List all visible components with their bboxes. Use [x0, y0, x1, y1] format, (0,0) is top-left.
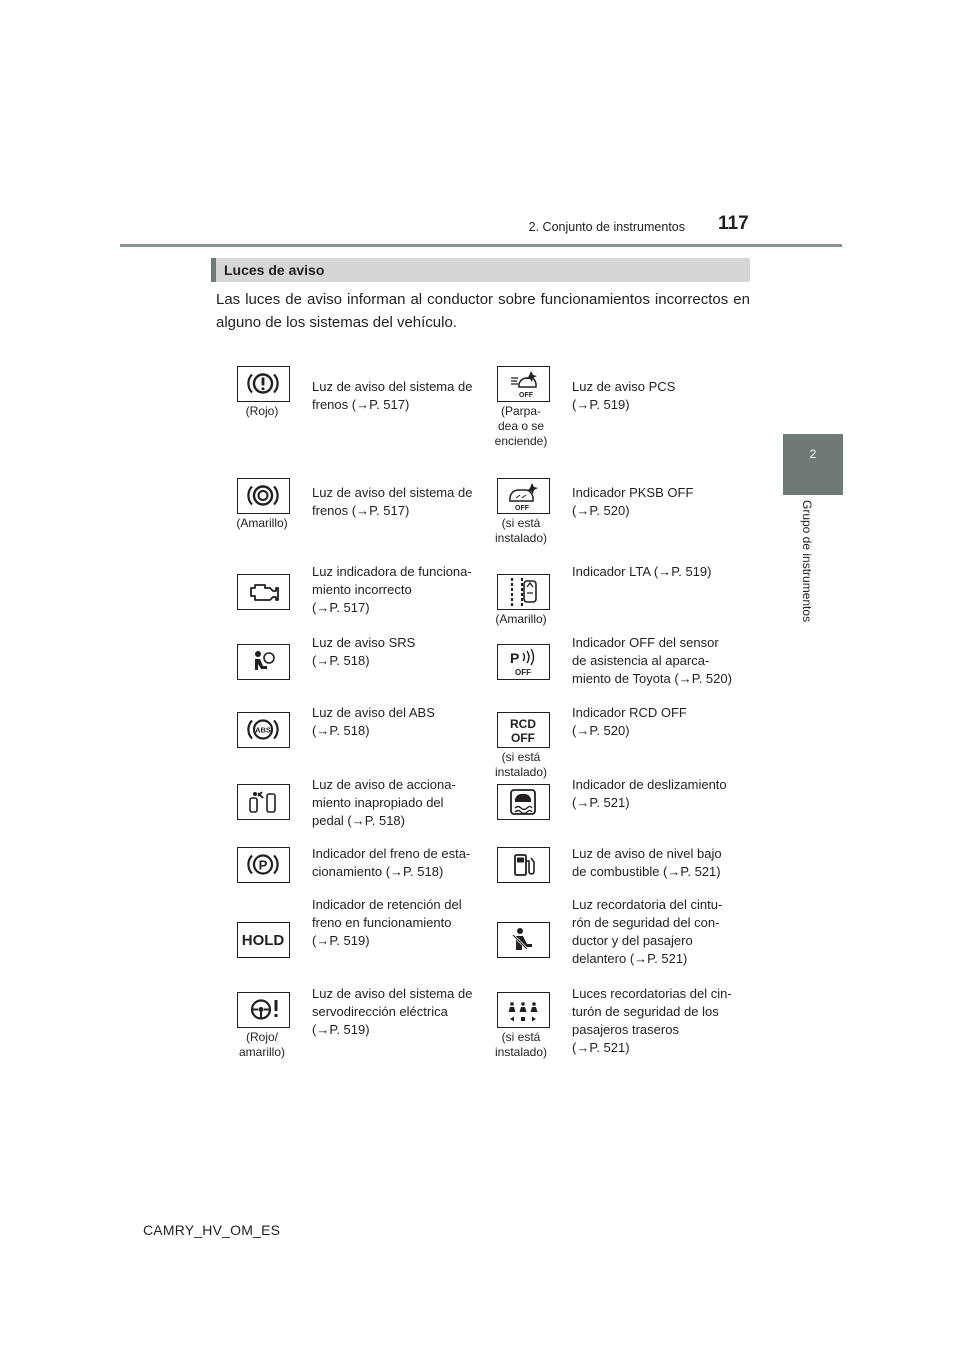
light-description [572, 896, 740, 968]
header-rule [120, 244, 842, 247]
description-line: Luz de aviso SRS [312, 635, 416, 650]
description-line: (→P. 518) [312, 653, 370, 668]
caption-line: (si está [501, 750, 541, 764]
light-description [572, 634, 740, 688]
description-line: Indicador RCD OFF [572, 705, 687, 720]
document-code: CAMRY_HV_OM_ES [143, 1222, 281, 1238]
svg-text:ABS: ABS [255, 725, 271, 735]
slip-indicator-icon [497, 784, 550, 820]
chapter-label: Grupo de instrumentos [800, 500, 814, 623]
description-line: miento inapropiado del [312, 795, 444, 810]
light-color-note [476, 1030, 566, 1060]
light-color-note [476, 750, 566, 780]
description-line: Indicador OFF del sensor [572, 635, 719, 650]
chapter-label-wrap [800, 500, 814, 640]
description-line: Indicador LTA (→P. 519) [572, 564, 712, 579]
description-line: Luz de aviso del sistema de [312, 379, 473, 394]
parking-assist-off-icon [497, 644, 550, 680]
description-line: (→P. 517) [312, 600, 370, 615]
description-line: Luz indicadora de funciona- [312, 564, 472, 579]
section-title: 2. Conjunto de instrumentos [528, 220, 685, 234]
srs-airbag-icon [237, 644, 290, 680]
pedal-misapplication-icon [237, 784, 290, 820]
description-line: Luz de aviso del ABS [312, 705, 435, 720]
power-steering-icon [237, 992, 290, 1028]
description-line: Luz de aviso de acciona- [312, 777, 456, 792]
svg-text:HOLD: HOLD [241, 932, 285, 949]
brake-yellow-icon [237, 478, 290, 514]
description-line: delantero (→P. 521) [572, 951, 688, 966]
svg-text:RCD: RCD [510, 717, 536, 731]
light-color-note [476, 612, 566, 627]
pcs-warning-icon [497, 366, 550, 402]
description-line: (→P. 519) [312, 933, 370, 948]
banner-title: Luces de aviso [224, 262, 325, 278]
caption-line: (Amarillo) [495, 612, 547, 626]
description-line: (→P. 519) [312, 1022, 370, 1037]
description-line: de combustible (→P. 521) [572, 864, 721, 879]
description-line: Indicador de retención del [312, 897, 462, 912]
light-description [572, 985, 740, 1057]
light-description [572, 378, 740, 414]
brake-warning-icon [237, 366, 290, 402]
caption-line: (Rojo) [245, 404, 279, 418]
description-line: ductor y del pasajero [572, 933, 693, 948]
description-line: (→P. 521) [572, 795, 630, 810]
section-banner [211, 258, 750, 282]
intro-paragraph: Las luces de aviso informan al conductor sobre funcionamientos incorrectos en alguno de los sistemas del vehículo. [216, 291, 750, 331]
description-line: (→P. 521) [572, 1040, 630, 1055]
lta-icon [497, 574, 550, 610]
description-line: miento de Toyota (→P. 520) [572, 671, 732, 686]
page-number: 117 [718, 213, 749, 234]
caption-line: dea o se [497, 419, 545, 433]
chapter-tab [783, 434, 843, 495]
description-line: de asistencia al aparca- [572, 653, 710, 668]
light-color-note [217, 516, 307, 531]
light-description [312, 845, 477, 881]
description-line: servodirección eléctrica [312, 1004, 448, 1019]
light-color-note [217, 404, 307, 419]
svg-text:OFF: OFF [511, 731, 535, 745]
description-line: rón de seguridad del con- [572, 915, 720, 930]
description-line: freno en funcionamiento [312, 915, 452, 930]
description-line: (→P. 520) [572, 503, 630, 518]
parking-brake-icon [237, 847, 290, 883]
caption-line: (si está [501, 516, 541, 530]
light-description [312, 563, 477, 617]
svg-text:P: P [510, 650, 520, 666]
light-color-note [476, 404, 566, 449]
description-line: (→P. 518) [312, 723, 370, 738]
light-description [312, 378, 477, 414]
light-description [312, 776, 477, 830]
description-line: Luz recordatoria del cintu- [572, 897, 723, 912]
light-description [312, 484, 477, 520]
light-description [312, 634, 477, 670]
caption-line: (Rojo/ [245, 1030, 278, 1044]
description-line: Indicador de deslizamiento [572, 777, 727, 792]
light-color-note [217, 1030, 307, 1060]
rcd-off-icon [497, 712, 550, 748]
caption-line: enciende) [494, 434, 548, 448]
description-line: pasajeros traseros [572, 1022, 679, 1037]
description-line: Luz de aviso del sistema de [312, 986, 473, 1001]
caption-line: (Parpa- [500, 404, 541, 418]
brake-hold-icon [237, 922, 290, 958]
light-description [312, 896, 477, 950]
description-line: (→P. 519) [572, 397, 630, 412]
light-description [572, 845, 740, 881]
description-line: Luz de aviso de nivel bajo [572, 846, 722, 861]
light-description [572, 484, 740, 520]
caption-line: amarillo) [238, 1045, 285, 1059]
svg-text:OFF: OFF [519, 392, 533, 399]
seatbelt-reminder-icon [497, 922, 550, 958]
description-line: frenos (→P. 517) [312, 503, 410, 518]
description-line: Indicador PKSB OFF [572, 485, 694, 500]
rear-seatbelt-icon [497, 992, 550, 1028]
svg-text:P: P [258, 857, 268, 873]
svg-text:OFF: OFF [515, 668, 531, 677]
caption-line: (Amarillo) [236, 516, 288, 530]
check-engine-icon [237, 574, 290, 610]
light-description [312, 704, 477, 740]
light-description [312, 985, 477, 1039]
caption-line: instalado) [494, 765, 548, 779]
description-line: Luz de aviso del sistema de [312, 485, 473, 500]
description-line: pedal (→P. 518) [312, 813, 405, 828]
light-description [572, 563, 740, 581]
low-fuel-icon [497, 847, 550, 883]
description-line: cionamiento (→P. 518) [312, 864, 444, 879]
svg-text:OFF: OFF [515, 505, 529, 512]
light-description [572, 704, 740, 740]
description-line: Luces recordatorias del cin- [572, 986, 732, 1001]
caption-line: instalado) [494, 531, 548, 545]
description-line: Indicador del freno de esta- [312, 846, 471, 861]
caption-line: (si está [501, 1030, 541, 1044]
abs-icon [237, 712, 290, 748]
chapter-number: 2 [809, 447, 817, 461]
description-line: miento incorrecto [312, 582, 412, 597]
description-line: frenos (→P. 517) [312, 397, 410, 412]
pksb-off-icon [497, 478, 550, 514]
description-line: turón de seguridad de los [572, 1004, 719, 1019]
description-line: Luz de aviso PCS [572, 379, 676, 394]
light-description [572, 776, 740, 812]
light-color-note [476, 516, 566, 546]
description-line: (→P. 520) [572, 723, 630, 738]
caption-line: instalado) [494, 1045, 548, 1059]
